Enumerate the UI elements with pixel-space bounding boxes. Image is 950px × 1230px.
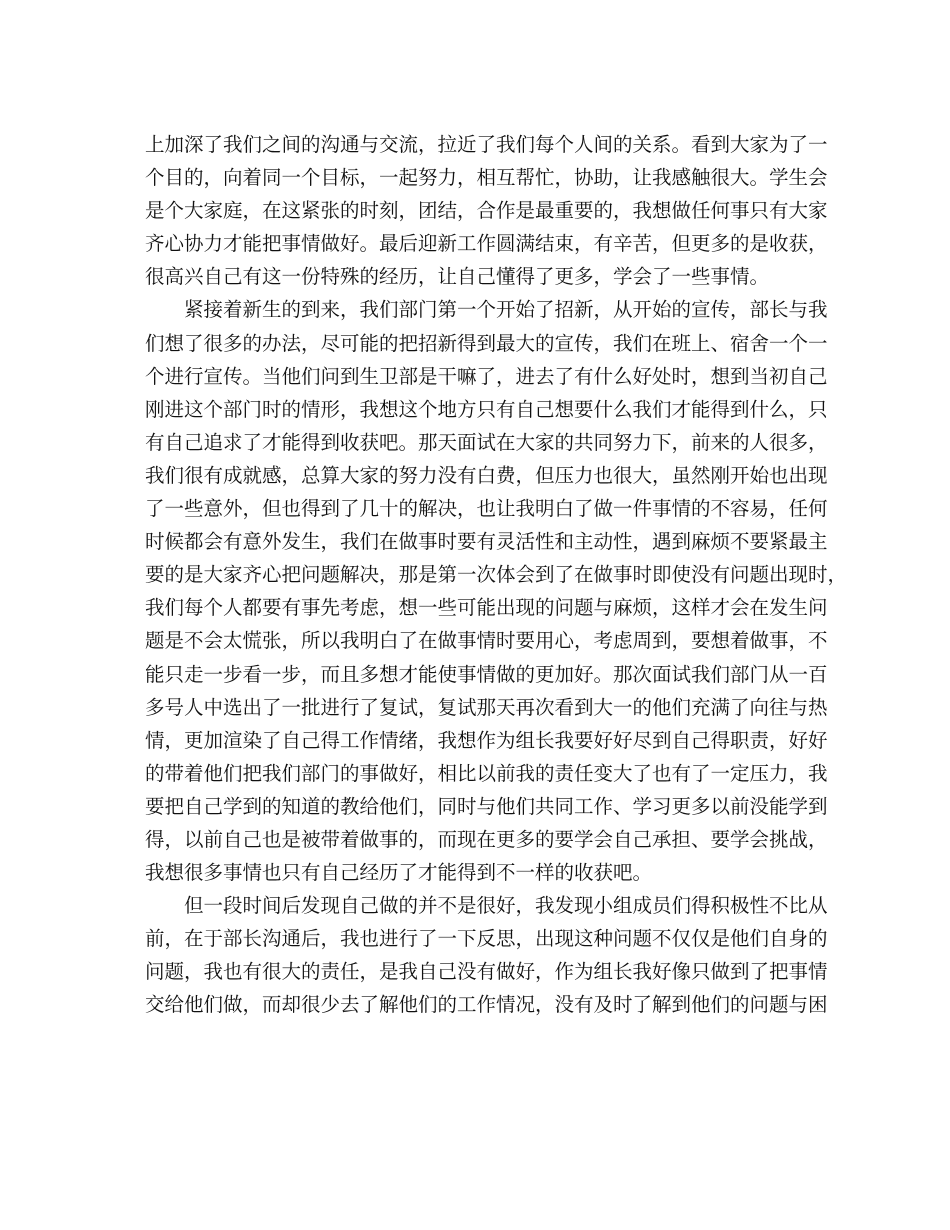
text-line: 我想很多事情也只有自己经历了才能得到不一样的收获吧。 xyxy=(145,861,653,885)
text-line: 前，在于部长沟通后，我也进行了一下反思，出现这种问题不仅仅是他们自身的 xyxy=(145,927,828,951)
text-line: 要把自己学到的知道的教给他们，同时与他们共同工作、学习更多以前没能学到 xyxy=(145,794,828,818)
text-line: 个目的，向着同一个目标，一起努力，相互帮忙，协助，让我感触很大。学生会 xyxy=(145,166,828,190)
body-text xyxy=(145,128,848,1022)
text-line: 但一段时间后发现自己做的并不是很好，我发现小组成员们得积极性不比从 xyxy=(145,894,828,918)
text-line: 多号人中选出了一批进行了复试，复试那天再次看到大一的他们充满了向往与热 xyxy=(145,695,828,719)
text-line: 的带着他们把我们部门的事做好，相比以前我的责任变大了也有了一定压力，我 xyxy=(145,761,828,785)
text-line: 能只走一步看一步，而且多想才能使事情做的更加好。那次面试我们部门从一百 xyxy=(145,662,828,686)
text-line: 个进行宣传。当他们问到生卫部是干嘛了，进去了有什么好处时，想到当初自己 xyxy=(145,364,828,388)
text-line: 得，以前自己也是被带着做事的，而现在更多的要学会自己承担、要学会挑战， xyxy=(145,827,828,851)
text-line: 我们每个人都要有事先考虑，想一些可能出现的问题与麻烦，这样才会在发生问 xyxy=(145,596,828,620)
text-line: 题是不会太慌张，所以我明白了在做事情时要用心，考虑周到，要想着做事，不 xyxy=(145,629,828,653)
text-line: 交给他们做，而却很少去了解他们的工作情况，没有及时了解到他们的问题与困 xyxy=(145,993,828,1017)
text-line: 要的是大家齐心把问题解决，那是第一次体会到了在做事时即使没有问题出现时， xyxy=(145,563,848,587)
text-line: 齐心协力才能把事情做好。最后迎新工作圆满结束，有辛苦，但更多的是收获， xyxy=(145,232,828,256)
text-line: 刚进这个部门时的情形，我想这个地方只有自己想要什么我们才能得到什么，只 xyxy=(145,397,828,421)
text-line: 是个大家庭，在这紧张的时刻，团结，合作是最重要的，我想做任何事只有大家 xyxy=(145,199,828,223)
text-line: 问题，我也有很大的责任，是我自己没有做好，作为组长我好像只做到了把事情 xyxy=(145,960,828,984)
text-line: 很高兴自己有这一份特殊的经历，让自己懂得了更多，学会了一些事情。 xyxy=(145,265,770,289)
text-line: 时候都会有意外发生，我们在做事时要有灵活性和主动性，遇到麻烦不要紧最主 xyxy=(145,530,828,554)
text-line: 上加深了我们之间的沟通与交流，拉近了我们每个人间的关系。看到大家为了一 xyxy=(145,133,828,156)
text-line: 紧接着新生的到来，我们部门第一个开始了招新，从开始的宣传，部长与我 xyxy=(145,298,828,322)
text-line: 我们很有成就感，总算大家的努力没有白费，但压力也很大，虽然刚开始也出现 xyxy=(145,463,828,487)
text-line: 们想了很多的办法，尽可能的把招新得到最大的宣传，我们在班上、宿舍一个一 xyxy=(145,331,828,355)
text-line: 情，更加渲染了自己得工作情绪，我想作为组长我要好好尽到自己得职责，好好 xyxy=(145,728,828,752)
text-line: 有自己追求了才能得到收获吧。那天面试在大家的共同努力下，前来的人很多， xyxy=(145,430,828,454)
text-line: 了一些意外，但也得到了几十的解决，也让我明白了做一件事情的不容易，任何 xyxy=(145,497,828,521)
